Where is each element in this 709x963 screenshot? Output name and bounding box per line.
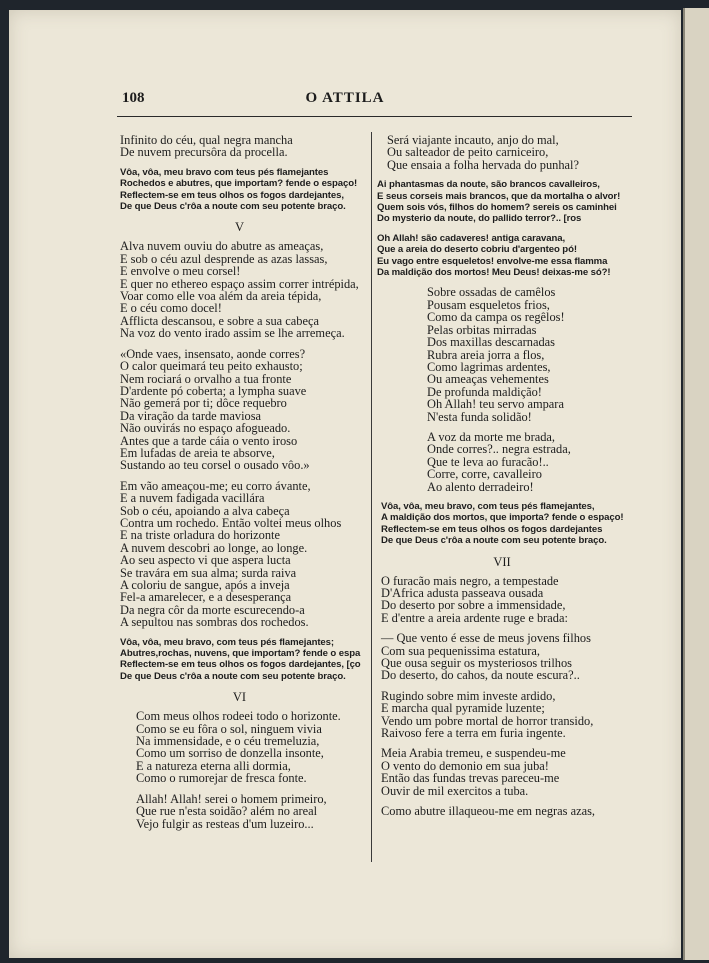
verse-stanza <box>371 286 633 422</box>
verse-line: Corre, corre, cavalleiro <box>427 467 542 482</box>
verse-line: Não gemerá por ti; dôce requebro <box>120 396 287 411</box>
verse-line: E a nuvem fadigada vacillára <box>120 491 265 506</box>
verse-line: A coloriu de sangue, após a inveja <box>120 578 290 592</box>
verse-line: Nem rociará o orvalho a tua fronte <box>120 371 292 386</box>
verse-line: Voar como elle voa além da areia tépida, <box>120 289 322 304</box>
verse-line: Allah! Allah! serei o homem primeiro, <box>136 791 327 806</box>
verse-line: Ou ameaças vehementes <box>427 372 549 387</box>
verse-line: Que a areia do deserto cobriu d'argenteo pó! <box>377 244 577 256</box>
verse-line: Afflicta descansou, e sobre a sua cabeça <box>120 313 319 328</box>
verse-line: Com sua pequenissima estatura, <box>381 643 540 658</box>
verse-line: Meia Arabia tremeu, e suspendeu-me <box>381 746 566 761</box>
refrain-stanza <box>371 233 633 279</box>
verse-stanza <box>371 431 633 493</box>
verse-line: O vento do demonio em sua juba! <box>381 758 549 773</box>
verse-line: Em vão ameaçou-me; eu corro ávante, <box>120 478 311 493</box>
verse-line: E sob o céu azul desprende as azas lassas, <box>120 251 328 266</box>
verse-line: Infinito do céu, qual negra mancha <box>120 133 293 147</box>
verse-line: O calor queimará teu peito exhausto; <box>120 359 303 374</box>
verse-stanza <box>112 348 367 472</box>
verse-line: Antes que a tarde cáia o vento iroso <box>120 433 298 448</box>
verse-line: E na triste orladura do horizonte <box>120 528 280 543</box>
verse-line: E seus corseis mais brancos, que da mortalha o alvor! <box>377 190 621 202</box>
verse-line: Dos maxillas descarnadas <box>427 335 555 350</box>
right-column <box>371 134 633 826</box>
verse-line: De profunda maldição! <box>427 384 542 399</box>
verse-line: Oh Allah! teu servo ampara <box>427 397 564 412</box>
verse-line: O furacão mais negro, a tempestade <box>381 573 559 588</box>
verse-line: E envolve o meu corsel! <box>120 264 241 279</box>
verse-line: Onde corres?.. negra estrada, <box>427 442 571 457</box>
section-heading: VII <box>493 554 511 569</box>
verse-line: Como o rumorejar de fresca fonte. <box>136 771 307 786</box>
verse-stanza <box>371 747 633 797</box>
verse-line: Que ousa seguir os mysteriosos trilhos <box>381 656 573 671</box>
verse-line: Vôa, vôa, meu bravo, com teus pés flamejantes, <box>381 500 595 512</box>
verse-line: Da viração da tarde maviosa <box>120 408 262 423</box>
verse-line: Alva nuvem ouviu do abutre as ameaças, <box>120 239 324 254</box>
verse-line: De nuvem precursôra da procella. <box>120 145 288 160</box>
verse-line: A sepultou nas sombras dos rochedos. <box>120 615 309 630</box>
verse-line: Será viajante incauto, anjo do mal, <box>387 133 559 147</box>
left-column <box>112 134 367 838</box>
verse-line: Como lagrimas ardentes, <box>427 359 551 374</box>
verse-line: Da maldição dos mortos! Meu Deus! deixas-me só?! <box>377 267 611 279</box>
header-rule <box>117 116 632 117</box>
verse-line: Ao alento derradeiro! <box>427 479 534 494</box>
verse-line: Ai phantasmas da noute, são brancos cavalleiros, <box>377 179 600 191</box>
section-heading: V <box>234 220 245 235</box>
verse-line: Vôa, vôa, meu bravo com teus pés flamejantes <box>120 166 329 178</box>
verse-stanza <box>371 632 633 682</box>
verse-line: Ou salteador de peito carniceiro, <box>387 145 549 160</box>
verse-line: Da negra côr da morte escurecendo-a <box>120 602 305 617</box>
verse-line: Pelas orbitas mirradas <box>427 322 537 337</box>
verse-stanza <box>112 134 367 159</box>
verse-line: Do deserto por sobre a immensidade, <box>381 598 566 613</box>
verse-line: Ouvir de mil exercitos a tuba. <box>381 783 529 798</box>
verse-line: Vendo um pobre mortal de horror transido, <box>381 713 594 728</box>
verse-line: Reflectem-se em teus olhos os fogos dardejantes, [ço <box>120 659 361 671</box>
verse-line: De que Deus c'rôa a noute com seu potente braço. <box>381 535 607 547</box>
verse-line: A nuvem descobri ao longe, ao longe. <box>120 540 308 555</box>
verse-line: Em lufadas de areia te absorve, <box>120 445 275 460</box>
book-page <box>9 10 681 958</box>
verse-line: Como da campa os regêlos! <box>427 310 565 325</box>
verse-line: Como se eu fôra o sol, ninguem vivia <box>136 721 322 736</box>
refrain-stanza <box>371 179 633 225</box>
verse-line: D'ardente pó coberta; a lympha suave <box>120 383 307 398</box>
verse-line: Contra um rochedo. Então voltei meus olhos <box>120 515 342 530</box>
verse-line: Sustando ao teu corsel o ousado vôo.» <box>120 458 310 473</box>
verse-line: De que Deus c'rôa a noute com seu potente braço. <box>120 670 346 682</box>
verse-line: Raivoso fere a terra em furia ingente. <box>381 726 566 741</box>
refrain-stanza <box>371 501 633 547</box>
verse-line: E o céu como docel! <box>120 301 222 316</box>
verse-line: Como um sorriso de donzella insonte, <box>136 746 324 761</box>
verse-stanza <box>371 575 633 625</box>
verse-line: De que Deus c'rôa a noute com seu potente braço. <box>120 201 346 213</box>
verse-line: Se travára em sua alma; surda raiva <box>120 565 297 580</box>
verse-line: N'esta funda solidão! <box>427 409 532 424</box>
verse-line: A voz da morte me brada, <box>427 429 555 444</box>
verse-stanza <box>112 240 367 339</box>
verse-line: Eu vago entre esqueletos! envolve-me essa flamma <box>377 255 608 267</box>
verse-line: Então das fundas trevas pareceu-me <box>381 771 560 786</box>
verse-stanza <box>371 690 633 740</box>
verse-line: Pousam esqueletos frios, <box>427 297 550 312</box>
verse-line: Na immensidade, e o céu tremeluzia, <box>136 734 320 749</box>
verse-line: Ao seu aspecto vi que aspera lucta <box>120 553 291 568</box>
verse-line: E quer no ethereo espaço assim correr intrépida, <box>120 276 359 291</box>
verse-stanza <box>112 480 367 629</box>
verse-line: Reflectem-se em teus olhos os fogos dardejantes <box>381 523 603 535</box>
verse-line: Sobre ossadas de camêlos <box>427 285 556 300</box>
refrain-stanza <box>112 167 367 213</box>
verse-line: E marcha qual pyramide luzente; <box>381 701 545 716</box>
verse-line: Rubra areia jorra a flos, <box>427 347 545 362</box>
verse-line: Não ouvirás no espaço afogueado. <box>120 421 291 436</box>
verse-line: Rugindo sobre mim investe ardido, <box>381 688 556 703</box>
verse-line: Que rue n'esta soidão? além no areal <box>136 804 318 819</box>
verse-line: Vejo fulgir as resteas d'um luzeiro... <box>136 816 314 831</box>
verse-line: Vôa, vôa, meu bravo, com teus pés flamejantes; <box>120 636 335 648</box>
verse-line: Como abutre illaqueou-me em negras azas, <box>381 804 596 819</box>
verse-line: Com meus olhos rodeei todo o horizonte. <box>136 709 341 724</box>
verse-stanza <box>112 710 367 784</box>
verse-line: E a natureza eterna alli dormia, <box>136 758 291 773</box>
verse-line: Reflectem-se em teus olhos os fogos dardejantes, <box>120 189 344 201</box>
verse-line: E d'entre a areia ardente ruge e brada: <box>381 610 568 625</box>
running-title: O ATTILA <box>305 90 385 106</box>
verse-line: Que ensaia a folha hervada do punhal? <box>387 157 579 172</box>
verse-line: — Que vento é esse de meus jovens filhos <box>381 631 591 646</box>
verse-line: Que te leva ao furacão!.. <box>427 454 549 469</box>
page-header <box>9 90 681 112</box>
section-heading: VI <box>232 690 247 705</box>
verse-line: D'Africa adusta passeava ousada <box>381 586 544 600</box>
adjacent-page-edge <box>683 8 709 960</box>
verse-line: Do mysterio da noute, do pallido terror?.. [ros <box>377 213 582 225</box>
verse-line: Sob o céu, apoiando a alva cabeça <box>120 503 290 518</box>
verse-stanza <box>112 793 367 830</box>
verse-line: Fel-a amarelecer, e a desesperança <box>120 590 292 605</box>
refrain-stanza <box>112 637 367 683</box>
verse-line: Quem sois vós, filhos do homem? sereis os caminhei <box>377 202 617 214</box>
verse-line: «Onde vaes, insensato, aonde corres? <box>120 346 306 361</box>
verse-line: Na voz do vento irado assim se lhe arremeça. <box>120 326 345 341</box>
verse-line: Rochedos e abutres, que importam? fende o espaço! <box>120 178 358 190</box>
page-number: 108 <box>122 90 145 106</box>
verse-line: Do deserto, do cahos, da noute escura?.. <box>381 668 580 683</box>
verse-line: Abutres,rochas, nuvens, que importam? fende o espa <box>120 648 361 660</box>
verse-stanza <box>371 805 633 817</box>
verse-line: Oh Allah! são cadaveres! antiga caravana, <box>377 232 566 244</box>
verse-stanza <box>371 134 633 171</box>
verse-line: A maldição dos mortos, que importa? fende o espaço! <box>381 512 624 524</box>
